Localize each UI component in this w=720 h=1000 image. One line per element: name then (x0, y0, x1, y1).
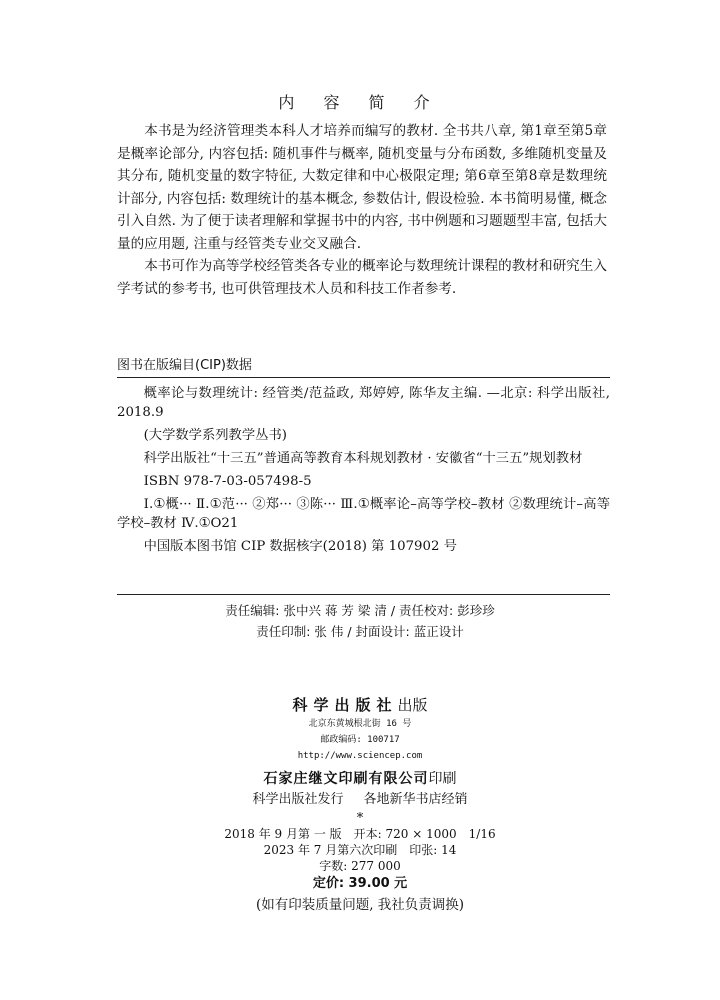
publisher-address: 北京东黄城根北街 16 号 (308, 719, 412, 729)
publisher-postcode: 邮政编码: 100717 (320, 735, 400, 745)
cip-entry: 概率论与数理统计: 经管类/范益政, 郑婷婷, 陈华友主编. —北京: 科学出版社, 2018.9 (117, 386, 610, 420)
printer-name: 石家庄继文印刷有限公司 (263, 771, 429, 787)
credits-production: 责任印制: 张 伟 / 封面设计: 蓝正设计 (256, 624, 464, 639)
distributor: 科学出版社发行 (252, 792, 344, 807)
distribution-line (0, 790, 720, 810)
cip-classification: Ⅰ.①概··· Ⅱ.①范··· ②郑··· ③陈··· Ⅲ.①概率论–高等学校–教材 ②数理统计–高等学校–教材 Ⅳ.①O21 (117, 497, 610, 531)
impression: 2023 年 7 月第六次印刷 (263, 843, 398, 857)
publisher-name: 科学出版社 (292, 696, 398, 714)
cip-bottom-rule (117, 594, 610, 595)
word-count: 字数: 277 000 (319, 859, 401, 873)
quality-notice: (如有印装质量问题, 我社负责调换) (255, 897, 465, 913)
publisher-suffix: 出版 (397, 696, 428, 714)
cip-top-rule (117, 377, 610, 378)
edition-line (0, 826, 720, 842)
publisher-url: http://www.sciencep.com (297, 751, 423, 761)
cip-number: 中国版本图书馆 CIP 数据核字(2018) 第 107902 号 (143, 539, 457, 554)
format: 开本: 720 × 1000 (353, 827, 457, 841)
editorial-credits (0, 600, 720, 642)
cip-program: 科学出版社“十三五”普通高等教育本科规划教材 · 安徽省“十三五”规划教材 (143, 451, 583, 466)
summary-paragraph-2: 本书可作为高等学校经管类各专业的概率论与数理统计课程的教材和研究生入学考试的参考书, 也可供管理技术人员和科技工作者参考. (117, 258, 607, 297)
printer-line (0, 768, 720, 790)
separator-star: * (356, 811, 364, 826)
cip-isbn: ISBN 978-7-03-057498-5 (143, 474, 312, 489)
section-title: 内 容 简 介 (278, 93, 442, 112)
colophon (0, 694, 720, 916)
price: 定价: 39.00 元 (312, 876, 408, 891)
publisher-line (0, 694, 720, 716)
book-summary (117, 120, 607, 300)
summary-paragraph-1: 本书是为经济管理类本科人才培养而编写的教材. 全书共八章, 第1章至第5章是概率论部分, 内容包括: 随机事件与概率, 随机变量与分布函数, 多维随机变量及其分布, 随机变量的数字特征, 大数定律和中心极限定理; 第6章至第8章是数理统计部分, 内容包括: 数理统计的基本概念, 参数估计, 假设检验. 本书简明易懂, 概念引入自然. 为了便于读者理解和掌握书中的内容, 书中例题和习题题型丰富, 包括大量的应用题, 注重与经管类专业交叉融合. (117, 123, 607, 252)
printer-suffix: 印刷 (428, 771, 457, 787)
credits-editors: 责任编辑: 张中兴 蒋 芳 梁 清 / 责任校对: 彭珍珍 (225, 603, 495, 618)
cip-record (117, 384, 610, 560)
impression-line (0, 842, 720, 858)
format-fraction: 1/16 (468, 827, 496, 841)
retail-distribution: 各地新华书店经销 (363, 792, 468, 807)
cip-heading: 图书在版编目(CIP)数据 (117, 358, 252, 373)
edition: 2018 年 9 月第 一 版 (224, 827, 342, 841)
sheets: 印张: 14 (409, 843, 457, 857)
cip-series: (大学数学系列教学丛书) (143, 428, 287, 443)
